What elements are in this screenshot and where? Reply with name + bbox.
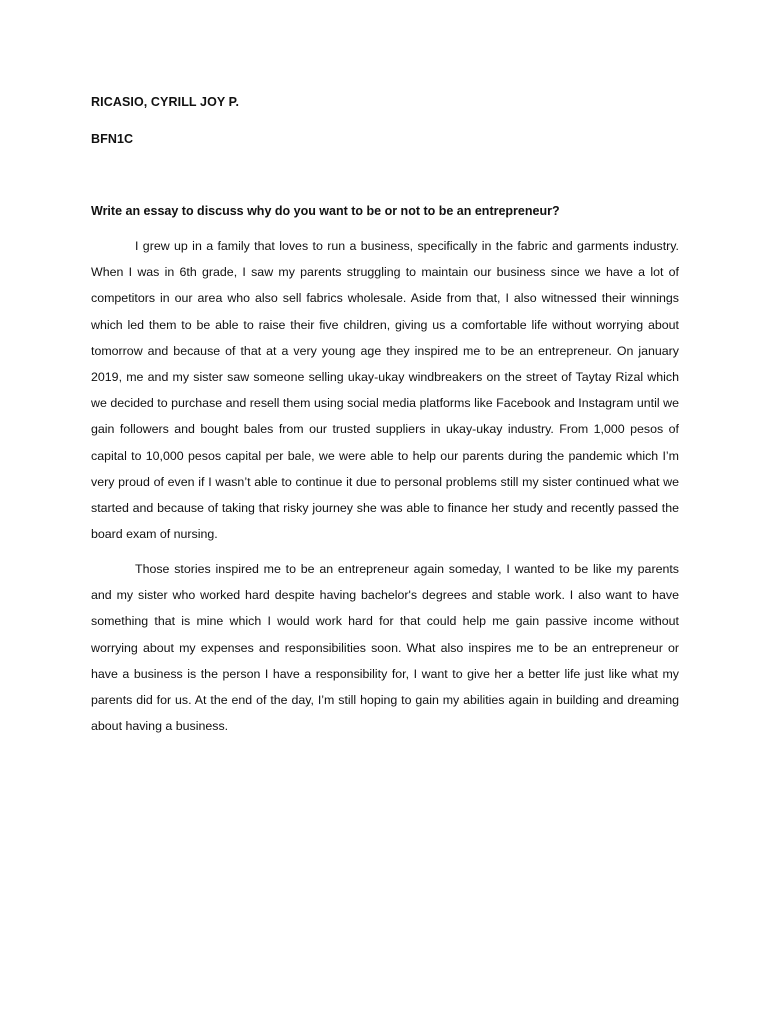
essay-paragraph-1: I grew up in a family that loves to run a business, specifically in the fabric and garments industry. When I was in 6th grade, I saw my parents struggling to maintain our business since we have a lot of competitors in our area who also sell fabrics wholesale. Aside from that, I also witnessed their winnings which led them to be able to raise their five children, giving us a comfortable life without worrying about tomorrow and because of that at a very young age they inspired me to be an entrepreneur. On january 2019, me and my sister saw someone selling ukay-ukay windbreakers on the street of Taytay Rizal which we decided to purchase and resell them using social media platforms like Facebook and Instagram until we gain followers and bought bales from our trusted suppliers in ukay-ukay industry. From 1,000 pesos of capital to 10,000 pesos capital per bale, we were able to help our parents during the pandemic which I’m very proud of even if I wasn’t able to continue it due to personal problems still my sister continued what we started and because of taking that risky journey she was able to finance her study and recently passed the board exam of nursing.	[91, 239, 679, 542]
essay-prompt: Write an essay to discuss why do you want to be or not to be an entrepreneur?	[91, 204, 560, 218]
essay-paragraph-2: Those stories inspired me to be an entrepreneur again someday, I wanted to be like my parents and my sister who worked hard despite having bachelor's degrees and stable work. I also want to have something that is mine which I would work hard for that could help me gain passive income without worrying about my expenses and responsibilities soon. What also inspires me to be an entrepreneur or have a business is the person I have a responsibility for, I want to give her a better life just like what my parents did for us. At the end of the day, I’m still hoping to gain my abilities again in building and dreaming about having a business.	[91, 562, 679, 734]
author-name: RICASIO, CYRILL JOY P.	[91, 95, 240, 109]
class-section: BFN1C	[91, 132, 134, 146]
